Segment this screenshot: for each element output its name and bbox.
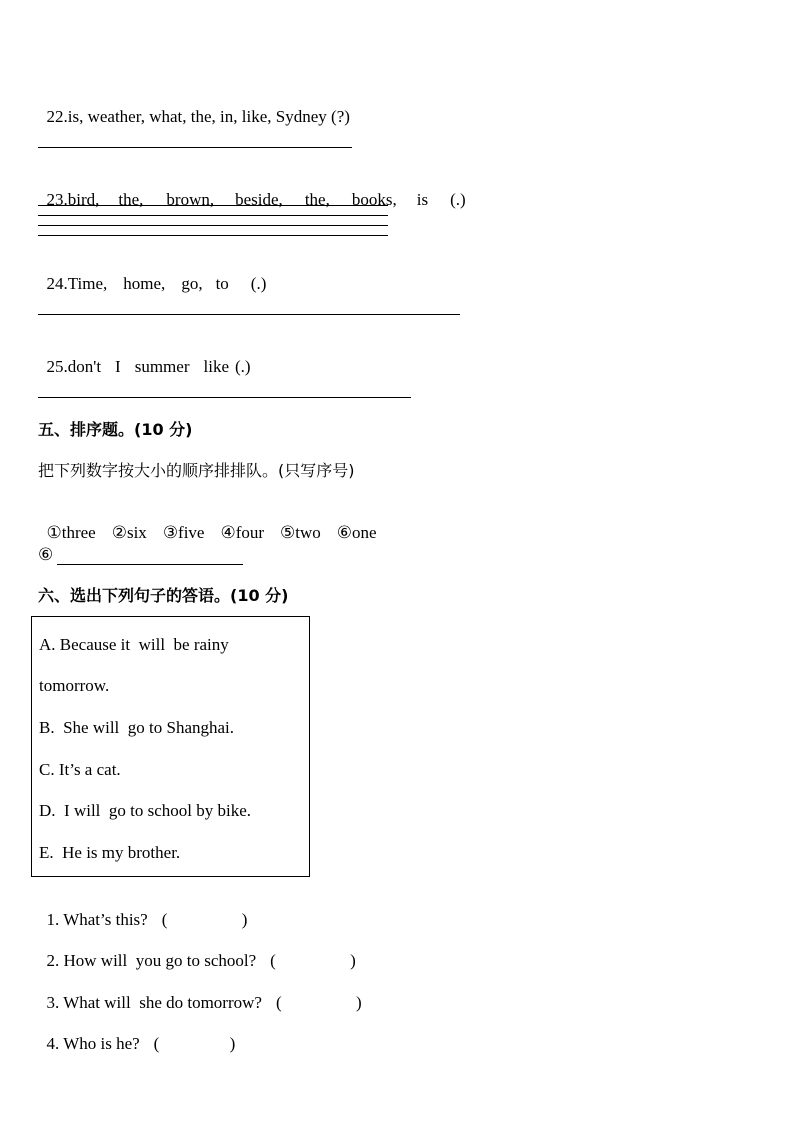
word: the, [304,190,330,209]
word: beside, [235,190,283,209]
answer-paren-open: ( [153,1034,160,1053]
option-b: B. She will go to Shanghai. [39,718,235,737]
word: bird, [67,190,100,209]
answer-paren-close: ) [350,951,356,970]
word: (.) [235,357,251,376]
answer-line [38,314,460,315]
word: (.) [450,190,466,209]
answer-line [38,397,411,398]
word: brown, [166,190,215,209]
word: (?) [331,107,350,126]
answer-line [57,564,243,565]
answer-paren-open: ( [275,993,282,1012]
word: Time, [67,274,108,293]
word: weather, [87,107,145,126]
answer-paren-open: ( [270,951,276,970]
answer-line [38,215,388,216]
question-text: 1. What’s this? [46,910,148,929]
question-text: 4. Who is he? [46,1034,140,1053]
ordering-item: ⑤two [280,523,321,542]
ordering-item: ⑥one [336,523,377,542]
answer-paren-close: ) [355,993,362,1012]
question-number: 24. [46,274,68,293]
question-number: 22. [46,107,68,126]
match-question-2 [38,931,356,971]
word: summer [134,357,190,376]
section-instruction: 把下列数字按大小的顺序排排队。(只写序号) [38,461,355,480]
word: like, [241,107,272,126]
answer-options-box [31,616,310,877]
option-d: D. I will go to school by bike. [39,801,252,820]
ordering-item: ②six [111,523,147,542]
word: what, [149,107,187,126]
word: I [115,357,121,376]
word: the, [118,190,144,209]
answer-line [38,225,388,226]
word: to [215,274,229,293]
option-a-continued: tomorrow. [39,676,110,695]
match-question-3 [38,973,362,1013]
word: Sydney [275,107,327,126]
word: in, [220,107,238,126]
word: don't [67,357,102,376]
answer-line [38,235,388,236]
ordering-items [38,503,377,543]
word: is, [67,107,84,126]
word: is [416,190,429,209]
question-text: 2. How will you go to school? [46,951,257,970]
word: home, [123,274,166,293]
answer-line [38,147,352,148]
question-25 [38,337,251,377]
question-number: 25. [46,357,68,376]
match-question-1 [38,890,247,930]
ordering-answer-start: ⑥ [38,545,54,564]
word: the, [190,107,216,126]
ordering-item: ④four [220,523,265,542]
option-e: E. He is my brother. [39,843,181,862]
question-text: 3. What will she do tomorrow? [46,993,262,1012]
answer-line [38,205,388,206]
word: go, [181,274,203,293]
question-24 [38,254,266,294]
question-number: 23. [46,190,68,209]
answer-paren-close: ) [229,1034,236,1053]
word: (.) [250,274,267,293]
ordering-item: ①three [46,523,96,542]
match-question-4 [38,1014,235,1054]
question-23 [38,170,466,210]
ordering-item: ③five [162,523,205,542]
answer-paren-open: ( [161,910,168,929]
option-c: C. It’s a cat. [39,760,121,779]
answer-paren-close: ) [241,910,248,929]
question-22 [38,87,350,127]
word: like [203,357,229,376]
section-title-6: 六、选出下列句子的答语。(10 分) [38,586,289,605]
word: books, [351,190,397,209]
section-title-5: 五、排序题。(10 分) [38,420,193,439]
option-a: A. Because it will be rainy [39,635,229,654]
